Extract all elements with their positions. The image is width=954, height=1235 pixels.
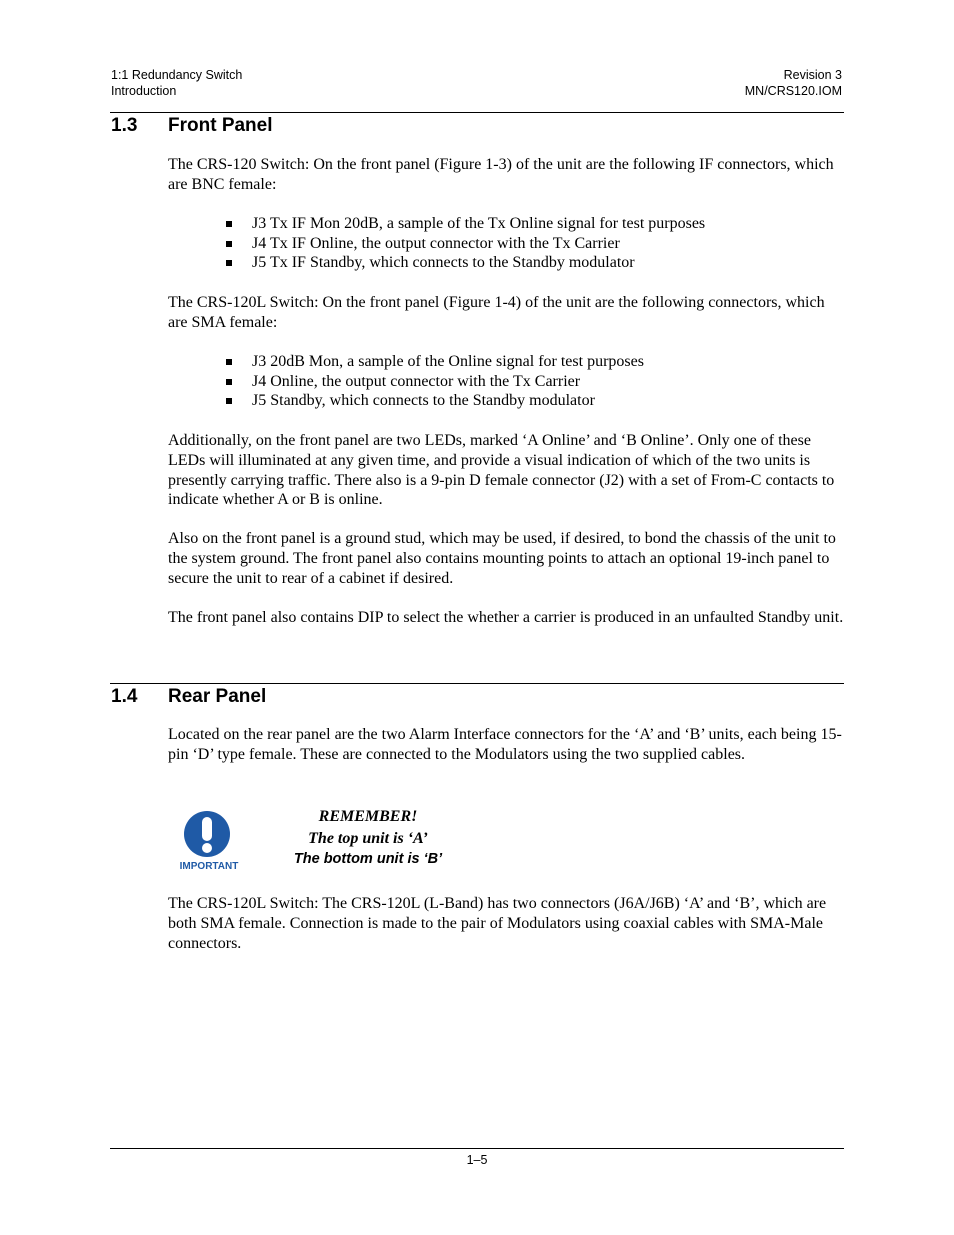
list-item: J4 Tx IF Online, the output connector with the Tx Carrier — [168, 234, 844, 254]
important-icon — [176, 810, 242, 874]
section-number: 1.3 — [111, 115, 138, 136]
section-title: Rear Panel — [168, 686, 267, 707]
paragraph-crs120l-rear: The CRS-120L Switch: The CRS-120L (L-Band) has two connectors (J6A/J6B) ‘A’ and ‘B’, which are both SMA female. Connection is made to the pair of Modulators using coaxial cables with SMA-Male connectors. — [168, 895, 827, 952]
header-doc-number: MN/CRS120.IOM — [744, 84, 842, 98]
section-heading-rear-panel — [111, 686, 266, 708]
page-header-left — [111, 67, 242, 99]
paragraph-crs120-intro: The CRS-120 Switch: On the front panel (Figure 1-3) of the unit are the following IF connectors, which are BNC female: — [168, 156, 834, 193]
section-heading-front-panel — [111, 115, 273, 137]
header-chapter: Introduction — [111, 84, 177, 98]
section-number: 1.4 — [111, 686, 138, 707]
important-label: IMPORTANT — [179, 861, 239, 872]
paragraph-leds: Additionally, on the front panel are two LEDs, marked ‘A Online’ and ‘B Online’. Only one of these LEDs will illuminated at any given time, and provide a visual indication of which of the two units is presently carrying traffic. There also is a 9-pin D female connector (J2) with a set of From-C contacts to indicate whether A or B is online. — [168, 432, 835, 509]
list-item: J4 Online, the output connector with the Tx Carrier — [168, 372, 844, 392]
list-item: J3 Tx IF Mon 20dB, a sample of the Tx Online signal for test purposes — [168, 214, 844, 234]
page-number: 1–5 — [466, 1153, 488, 1167]
note-line-remember: REMEMBER! — [318, 808, 418, 825]
bullet-list-crs120l — [168, 352, 844, 411]
note-line-top-unit: The top unit is ‘A’ — [308, 829, 428, 847]
header-revision: Revision 3 — [783, 68, 842, 82]
remember-note — [268, 806, 468, 871]
page-header-right — [745, 67, 842, 99]
bullet-list-crs120 — [168, 214, 844, 273]
paragraph-alarm-interface: Located on the rear panel are the two Alarm Interface connectors for the ‘A’ and ‘B’ units, each being 15-pin ‘D’ type female. These are connected to the Modulators using the two supplied cables. — [168, 726, 842, 763]
list-item: J5 Tx IF Standby, which connects to the Standby modulator — [168, 253, 844, 273]
list-item: J5 Standby, which connects to the Standby modulator — [168, 391, 844, 411]
list-item: J3 20dB Mon, a sample of the Online signal for test purposes — [168, 352, 844, 372]
paragraph-dip: The front panel also contains DIP to select the whether a carrier is produced in an unfaulted Standby unit. — [168, 609, 844, 626]
footer-rule — [110, 1148, 844, 1149]
header-doc-title: 1:1 Redundancy Switch — [111, 68, 243, 82]
paragraph-ground-stud: Also on the front panel is a ground stud, which may be used, if desired, to bond the chassis of the unit to the system ground. The front panel also contains mounting points to attach an optional 19-inch panel to secure the unit to rear of a cabinet if desired. — [168, 530, 836, 587]
paragraph-crs120l-intro: The CRS-120L Switch: On the front panel (Figure 1-4) of the unit are the following connectors, which are SMA female: — [168, 294, 825, 331]
section-title: Front Panel — [168, 115, 273, 136]
section-rule — [110, 683, 844, 684]
header-rule — [110, 112, 844, 113]
exclamation-icon — [176, 810, 242, 874]
note-line-bottom-unit: The bottom unit is ‘B’ — [293, 851, 443, 867]
